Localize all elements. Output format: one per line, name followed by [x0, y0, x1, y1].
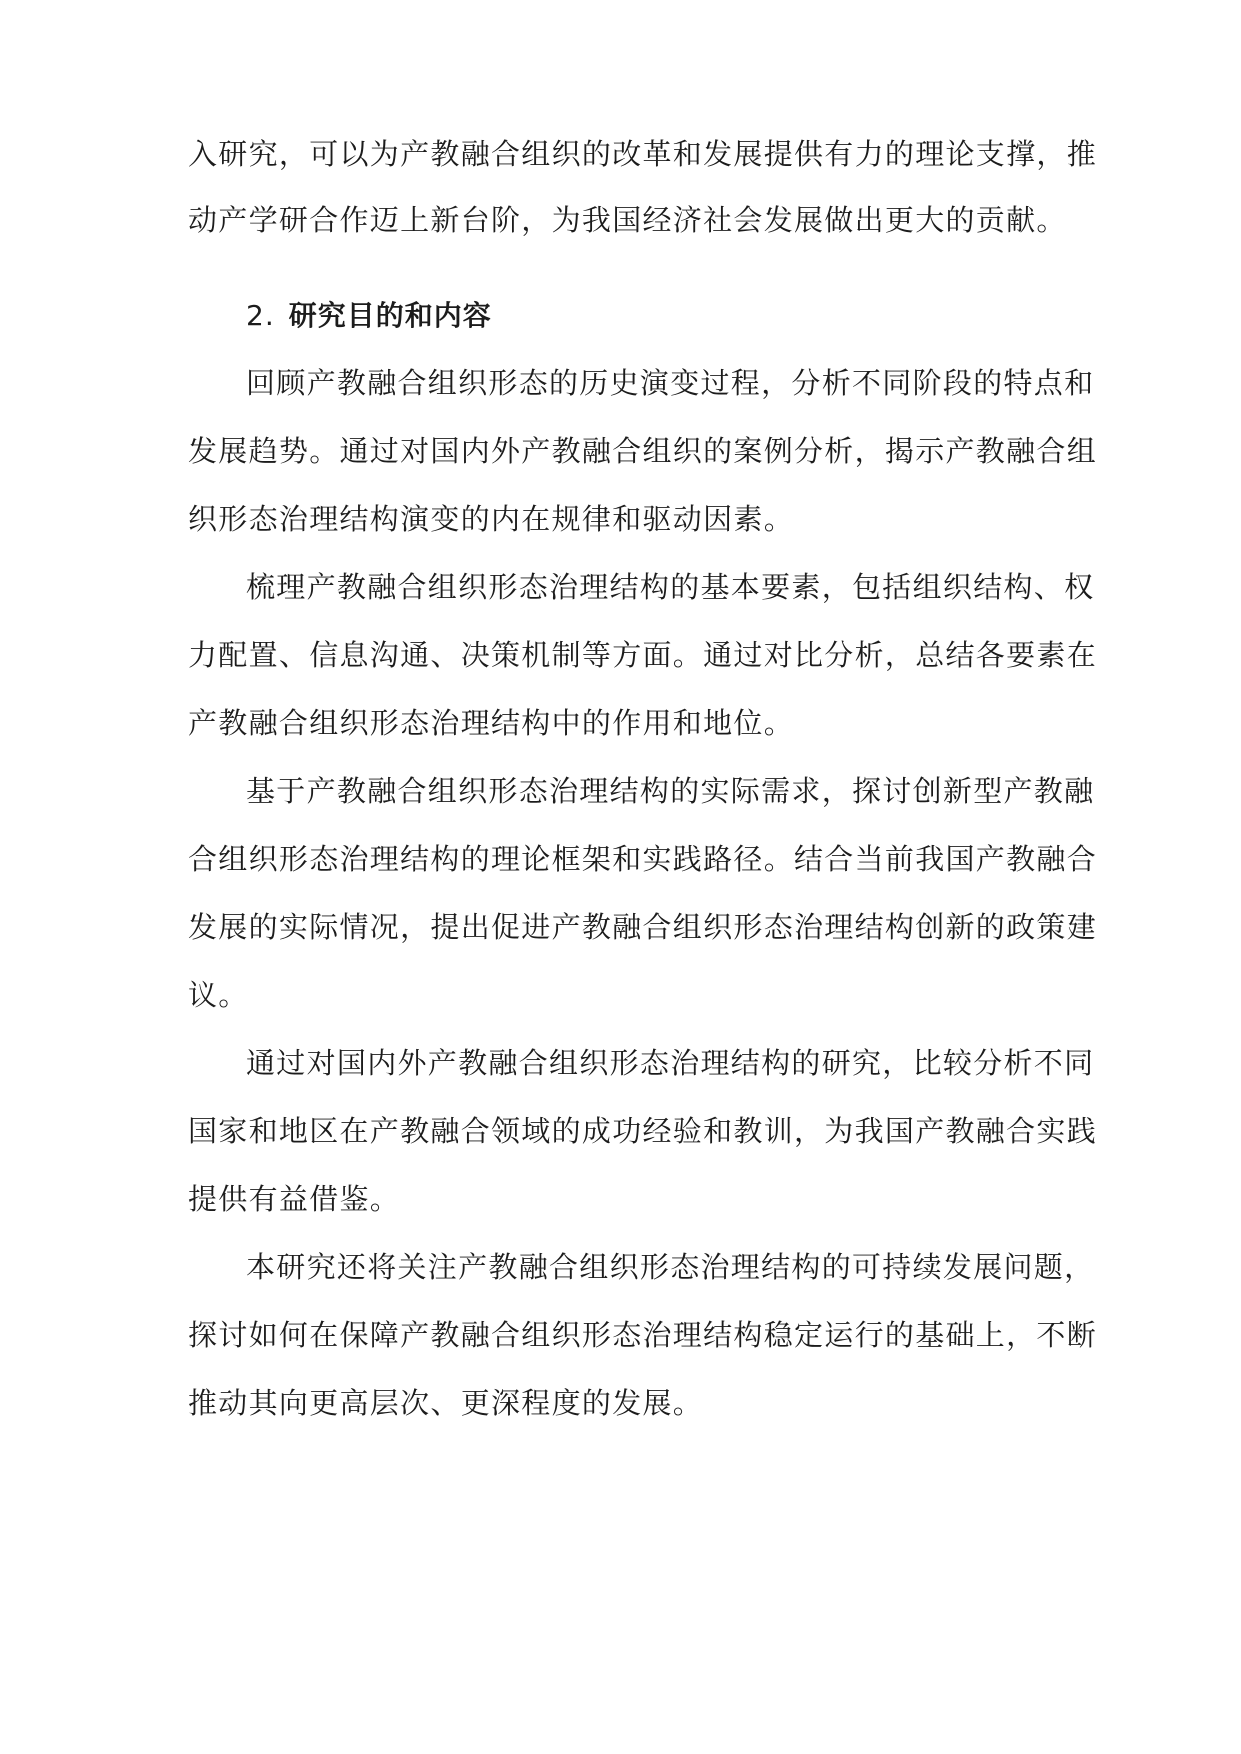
paragraph-5-line-1: 本研究还将关注产教融合组织形态治理结构的可持续发展问题，: [246, 1250, 1095, 1284]
paragraph-3-line-2: 合组织形态治理结构的理论框架和实践路径。结合当前我国产教融合: [188, 842, 1098, 876]
paragraph-1-line-1: 回顾产教融合组织形态的历史演变过程，分析不同阶段的特点和: [246, 366, 1095, 400]
paragraph-3-line-1: 基于产教融合组织形态治理结构的实际需求，探讨创新型产教融: [246, 774, 1095, 808]
paragraph-4-line-2: 国家和地区在产教融合领域的成功经验和教训，为我国产教融合实践: [188, 1114, 1098, 1148]
paragraph-5-line-2: 探讨如何在保障产教融合组织形态治理结构稳定运行的基础上，不断: [188, 1318, 1098, 1352]
paragraph-2-line-3: 产教融合组织形态治理结构中的作用和地位。: [188, 706, 795, 740]
section-heading: [246, 296, 1054, 336]
paragraph-1-line-2: 发展趋势。通过对国内外产教融合组织的案例分析，揭示产教融合组: [188, 434, 1098, 468]
paragraph-4-line-3: 提供有益借鉴。: [188, 1182, 401, 1216]
section-title: 研究目的和内容: [288, 299, 492, 332]
intro-line-2: 动产学研合作迈上新台阶，为我国经济社会发展做出更大的贡献。: [188, 203, 1067, 237]
paragraph-3-line-4: 议。: [188, 978, 249, 1012]
paragraph-5-line-3: 推动其向更高层次、更深程度的发展。: [188, 1386, 704, 1420]
intro-line-1: 入研究，可以为产教融合组织的改革和发展提供有力的理论支撑，推: [188, 137, 1098, 171]
section-number: 2.: [246, 299, 275, 332]
paragraph-3-line-3: 发展的实际情况，提出促进产教融合组织形态治理结构创新的政策建: [188, 910, 1098, 944]
paragraph-2-line-1: 梳理产教融合组织形态治理结构的基本要素，包括组织结构、权: [246, 570, 1095, 604]
paragraph-1-line-3: 织形态治理结构演变的内在规律和驱动因素。: [188, 502, 795, 536]
paragraph-4-line-1: 通过对国内外产教融合组织形态治理结构的研究，比较分析不同: [246, 1046, 1095, 1080]
paragraph-2-line-2: 力配置、信息沟通、决策机制等方面。通过对比分析，总结各要素在: [188, 638, 1098, 672]
